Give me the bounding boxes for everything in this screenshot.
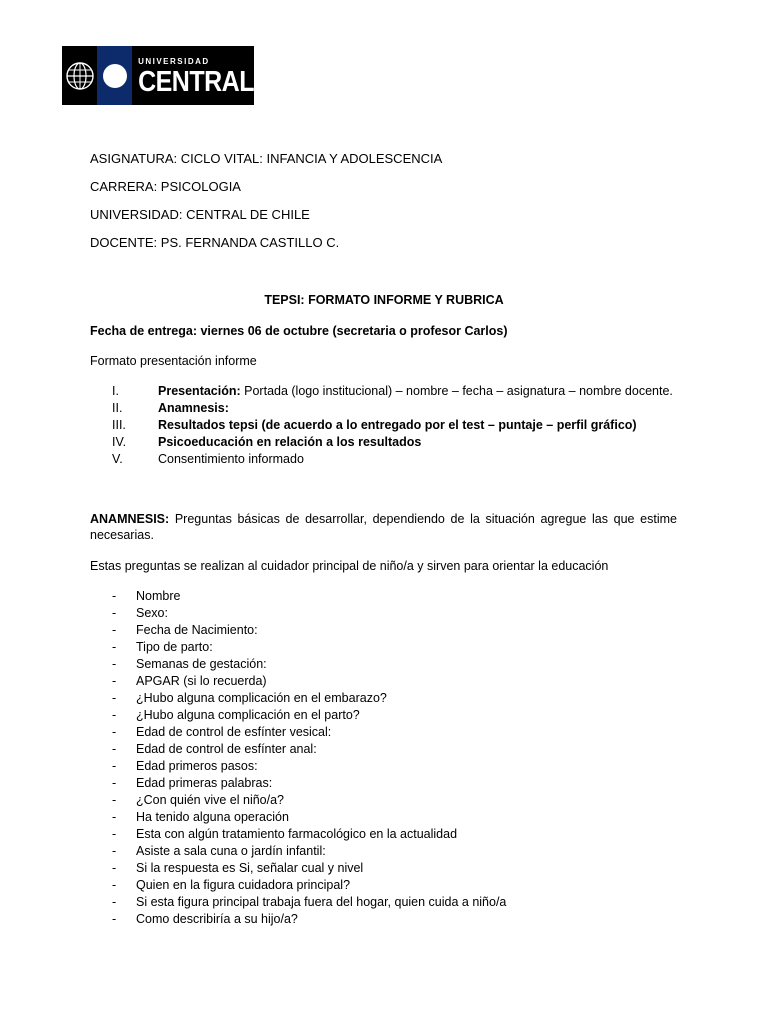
list-bullet: - — [112, 708, 117, 722]
anamnesis-paragraph — [90, 511, 677, 543]
section-bold: Anamnesis: — [158, 401, 229, 415]
list-bullet: - — [112, 776, 117, 790]
list-bullet: - — [112, 606, 117, 620]
header-universidad: UNIVERSIDAD: CENTRAL DE CHILE — [90, 207, 310, 222]
list-bullet: - — [112, 844, 117, 858]
list-bullet: - — [112, 861, 117, 875]
list-bullet: - — [112, 759, 117, 773]
list-bullet: - — [112, 674, 117, 688]
header-asignatura: ASIGNATURA: CICLO VITAL: INFANCIA Y ADOLESCENCIA — [90, 151, 443, 166]
list-item: Si esta figura principal trabaja fuera del hogar, quien cuida a niño/a — [136, 895, 507, 909]
list-item: Fecha de Nacimiento: — [136, 623, 258, 637]
list-bullet: - — [112, 623, 117, 637]
list-bullet: - — [112, 589, 117, 603]
list-bullet: - — [112, 657, 117, 671]
list-bullet: - — [112, 810, 117, 824]
list-bullet: - — [112, 827, 117, 841]
circle-emblem-icon — [97, 46, 132, 105]
list-item: Tipo de parto: — [136, 640, 213, 654]
section-number: III. — [112, 418, 126, 432]
list-bullet: - — [112, 895, 117, 909]
list-item: Asiste a sala cuna o jardín infantil: — [136, 844, 326, 858]
logo-main-text: CENTRAL — [138, 65, 254, 98]
list-bullet: - — [112, 640, 117, 654]
list-item: Quien en la figura cuidadora principal? — [136, 878, 351, 892]
section-item — [158, 417, 637, 433]
list-item: Ha tenido alguna operación — [136, 810, 289, 824]
list-item: Edad de control de esfínter anal: — [136, 742, 317, 756]
list-item: Semanas de gestación: — [136, 657, 267, 671]
list-bullet: - — [112, 742, 117, 756]
section-bold: Resultados tepsi (de acuerdo a lo entregado por el test – puntaje – perfil gráfico) — [158, 418, 637, 432]
list-item: Edad primeras palabras: — [136, 776, 273, 790]
list-item: Nombre — [136, 589, 181, 603]
questions-intro: Estas preguntas se realizan al cuidador principal de niño/a y sirven para orientar la educación — [90, 559, 609, 573]
list-item: ¿Hubo alguna complicación en el embarazo? — [136, 691, 387, 705]
due-date: Fecha de entrega: viernes 06 de octubre (secretaria o profesor Carlos) — [90, 324, 508, 338]
section-number: IV. — [112, 435, 127, 449]
list-bullet: - — [112, 793, 117, 807]
university-logo — [62, 46, 254, 105]
list-item: Sexo: — [136, 606, 168, 620]
list-bullet: - — [112, 912, 117, 926]
section-item — [158, 451, 304, 467]
list-item: Edad primeros pasos: — [136, 759, 258, 773]
logo-wordmark — [132, 46, 254, 105]
section-bold: Psicoeducación en relación a los resultados — [158, 435, 422, 449]
list-item: APGAR (si lo recuerda) — [136, 674, 267, 688]
section-text: Portada (logo institucional) – nombre – fecha – asignatura – nombre docente. — [240, 384, 673, 398]
document-title: TEPSI: FORMATO INFORME Y RUBRICA — [264, 293, 504, 307]
list-item: ¿Con quién vive el niño/a? — [136, 793, 285, 807]
format-intro: Formato presentación informe — [90, 354, 257, 368]
list-item: Como describiría a su hijo/a? — [136, 912, 298, 926]
list-bullet: - — [112, 878, 117, 892]
list-item: Edad de control de esfínter vesical: — [136, 725, 332, 739]
section-item — [158, 434, 421, 450]
section-number: II. — [112, 401, 123, 415]
list-item: ¿Hubo alguna complicación en el parto? — [136, 708, 360, 722]
globe-icon — [62, 46, 97, 105]
header-carrera: CARRERA: PSICOLOGIA — [90, 179, 241, 194]
section-text: Consentimiento informado — [158, 452, 304, 466]
list-bullet: - — [112, 725, 117, 739]
anamnesis-label: ANAMNESIS: — [90, 512, 170, 526]
logo-top-text: UNIVERSIDAD — [138, 57, 210, 66]
section-number: V. — [112, 452, 123, 466]
list-item: Si la respuesta es Si, señalar cual y nivel — [136, 861, 364, 875]
section-number: I. — [112, 384, 119, 398]
list-item: Esta con algún tratamiento farmacológico en la actualidad — [136, 827, 458, 841]
header-docente: DOCENTE: PS. FERNANDA CASTILLO C. — [90, 235, 340, 250]
section-item — [158, 400, 229, 416]
section-bold: Presentación: — [158, 384, 241, 398]
section-item — [158, 383, 673, 399]
list-bullet: - — [112, 691, 117, 705]
anamnesis-text: Preguntas básicas de desarrollar, dependiendo de la situación agregue las que estime necesarias. — [90, 512, 677, 542]
